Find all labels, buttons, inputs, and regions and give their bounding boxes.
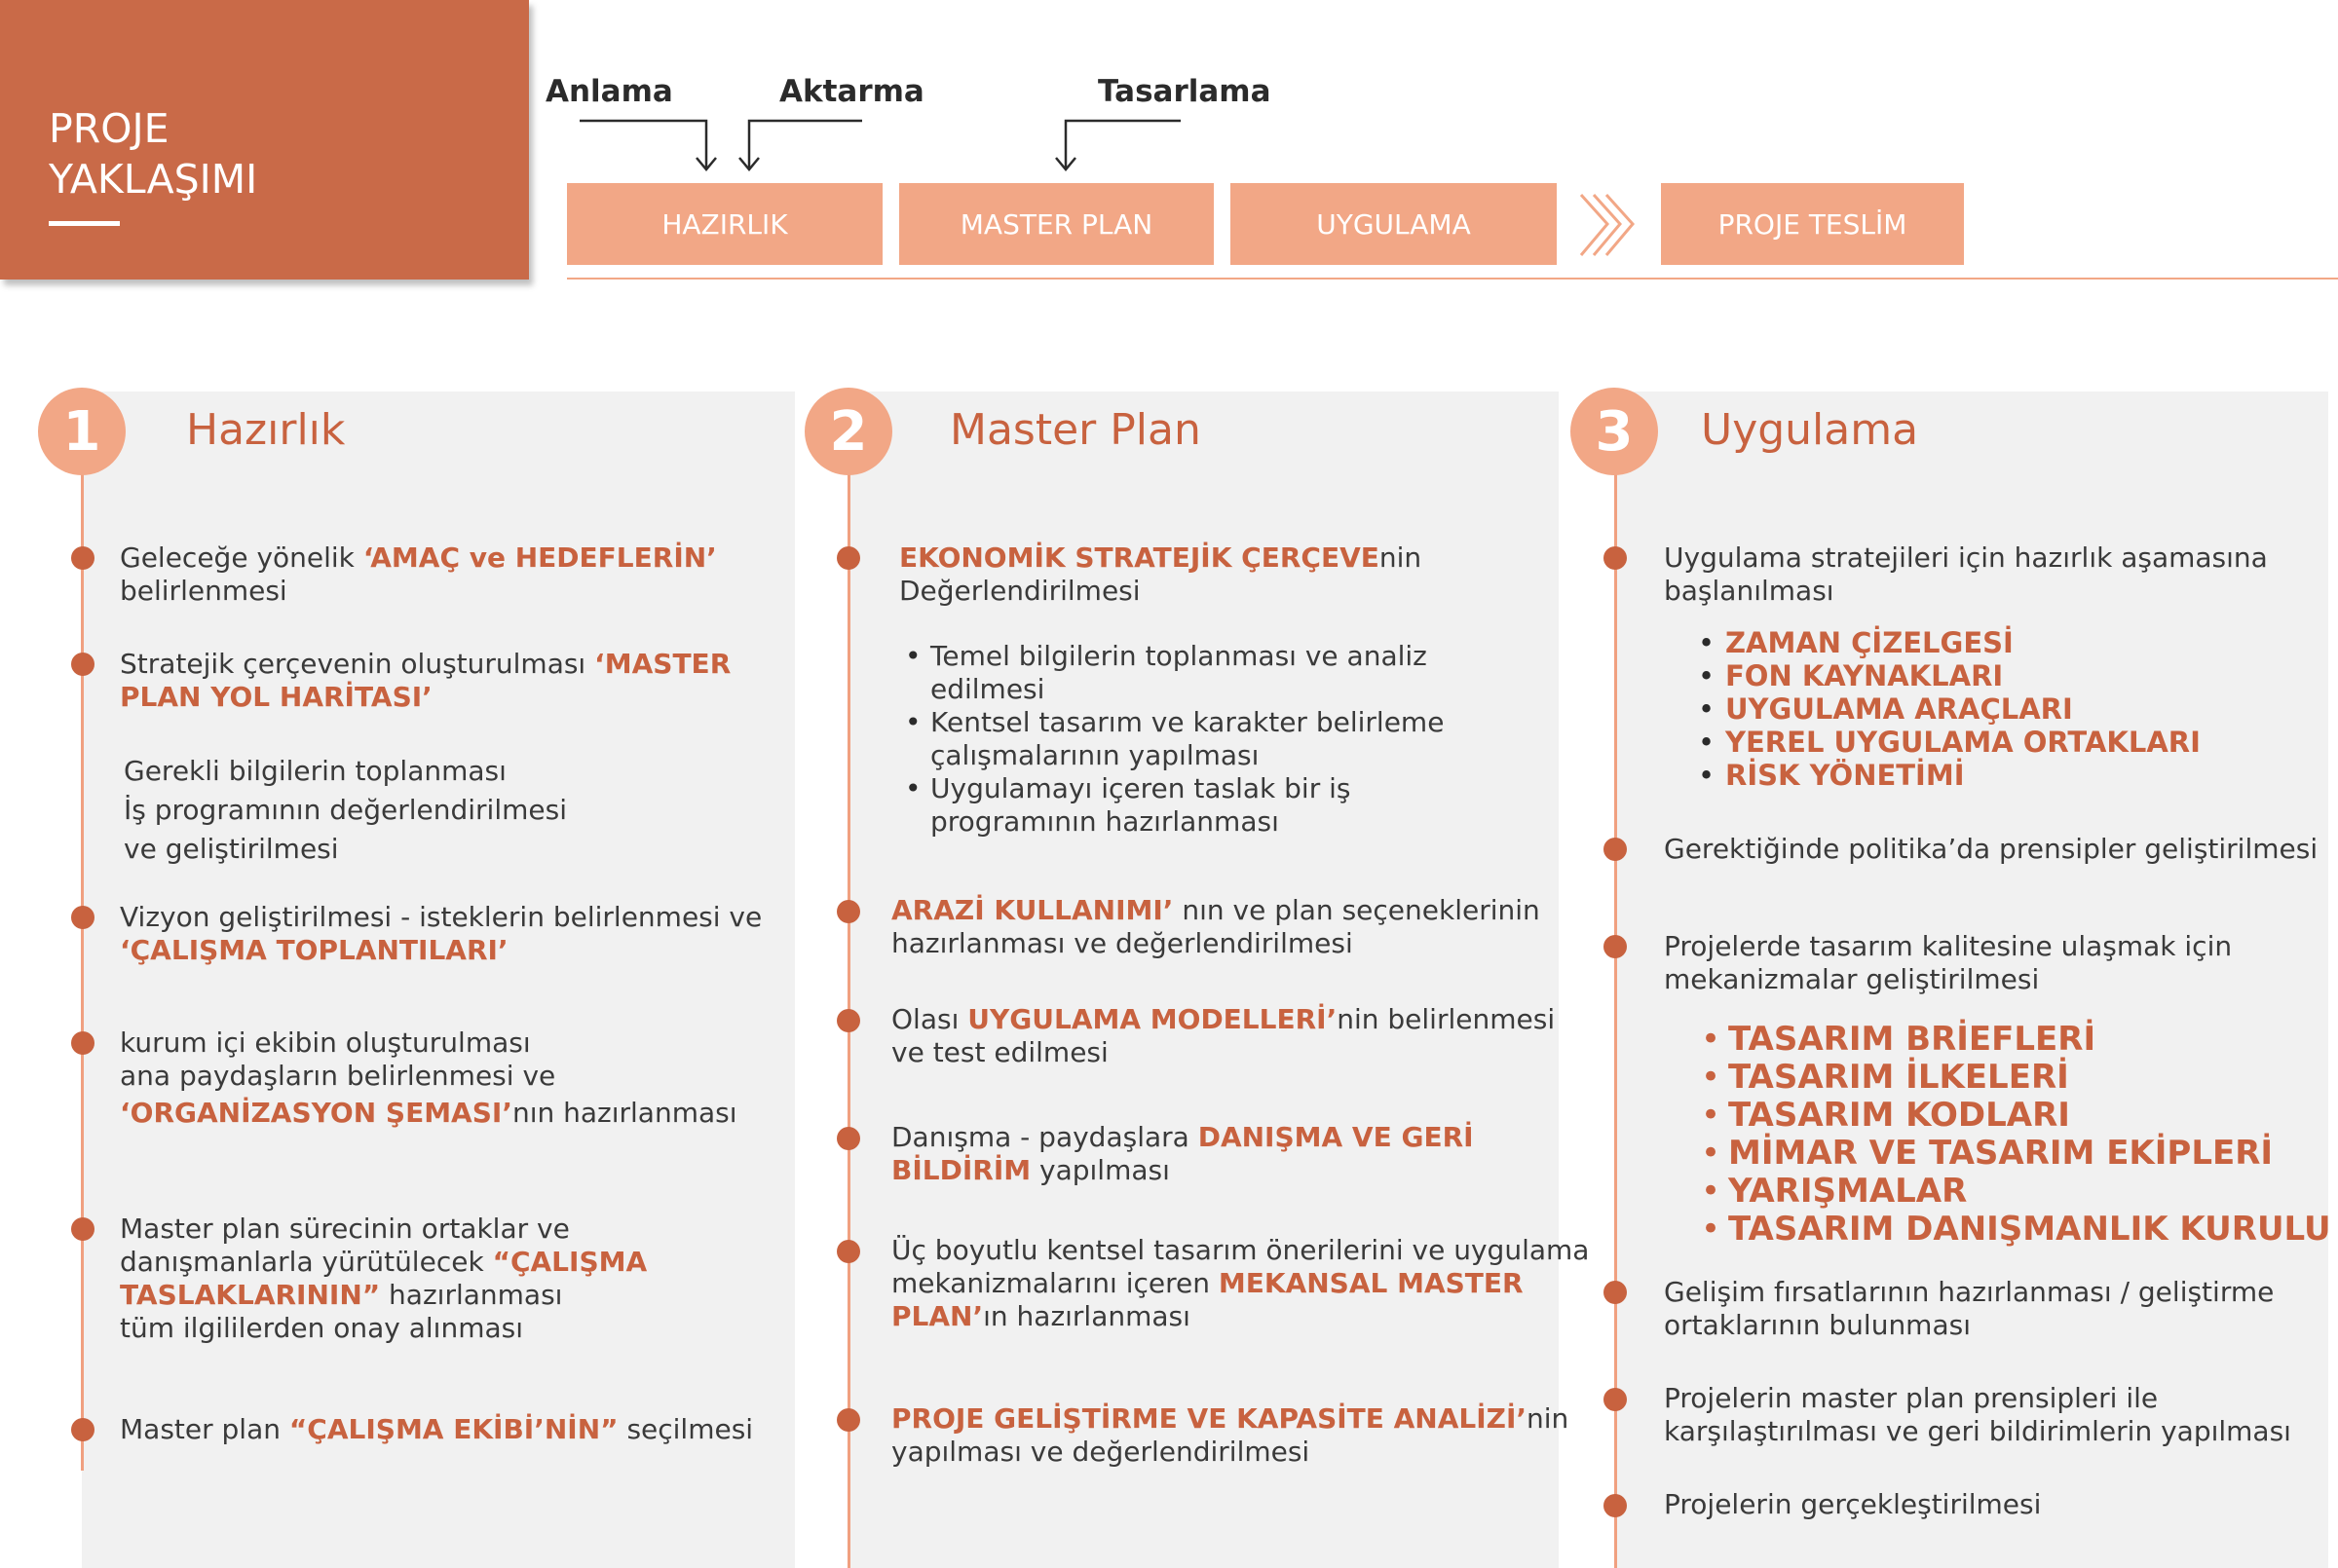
col1-item-7: Master plan “ÇALIŞMA EKİBİ’NİN” seçilmesi <box>120 1413 754 1445</box>
col2-item-2: • Temel bilgilerin toplanması ve analiz edilmesi • Kentsel tasarım ve karakter belirleme çalışmalarının yapılması • Uygulamayı içeren taslak bir iş programının hazırlanması <box>930 640 1444 839</box>
arrow-anlama <box>580 121 706 168</box>
title-line-1: PROJE <box>49 105 170 152</box>
step-number-3: 3 <box>1570 388 1658 475</box>
arrow-tasarlama <box>1066 121 1181 168</box>
col2-item-7: PROJE GELİŞTİRME VE KAPASİTE ANALİZİ’nin yapılması ve değerlendirilmesi <box>891 1402 1569 1468</box>
list-item: • TASARIM KODLARI <box>1728 1097 2331 1135</box>
bullet-dot <box>71 1031 94 1055</box>
list-item: • YARIŞMALAR <box>1728 1173 2331 1211</box>
col2-item-1: EKONOMİK STRATEJİK ÇERÇEVEnin Değerlendirilmesi <box>899 541 1422 607</box>
bullet-dot <box>1603 838 1627 861</box>
header-baseline <box>567 278 2338 280</box>
column-2-title: Master Plan <box>950 405 1201 455</box>
bullet-dot <box>71 906 94 929</box>
label-tasarlama: Tasarlama <box>1098 74 1271 109</box>
list-item: • TASARIM BRİEFLERİ <box>1728 1021 2331 1059</box>
bullet-dot <box>837 546 860 570</box>
column-2-timeline <box>848 429 850 1568</box>
step-number-2: 2 <box>805 388 892 475</box>
step-number-1: 1 <box>38 388 126 475</box>
col3-item-4: Projelerde tasarım kalitesine ulaşmak için mekanizmalar geliştirilmesi <box>1664 930 2233 995</box>
phase-proje-teslim: PROJE TESLİM <box>1661 183 1964 265</box>
col1-item-4: Vizyon geliştirilmesi - isteklerin belirlenmesi ve ‘ÇALIŞMA TOPLANTILARI’ <box>120 901 763 966</box>
label-anlama: Anlama <box>546 74 673 109</box>
col3-item-6: Gelişim fırsatlarının hazırlanması / geliştirme ortaklarının bulunması <box>1664 1276 2275 1341</box>
bullet-dot <box>71 1418 94 1441</box>
bullet-dot <box>837 900 860 923</box>
bullet-dot <box>1603 546 1627 570</box>
col2-item-6: Üç boyutlu kentsel tasarım önerilerini ve uygulama mekanizmalarını içeren MEKANSAL MASTER PLAN’ın hazırlanması <box>891 1234 1590 1332</box>
bullet-dot <box>837 1408 860 1432</box>
col1-item-3: Gerekli bilgilerin toplanması İş programının değerlendirilmesi ve geliştirilmesi <box>124 755 567 865</box>
bullet-dot <box>837 1240 860 1263</box>
title-line-2: YAKLAŞIMI <box>49 156 258 203</box>
bullet-dot <box>1603 1388 1627 1411</box>
col2-item-3: ARAZİ KULLANIMI’ nın ve plan seçeneklerinin hazırlanması ve değerlendirilmesi <box>891 894 1540 959</box>
column-1-timeline <box>81 429 84 1471</box>
list-item: • TASARIM DANIŞMANLIK KURULU <box>1728 1211 2331 1249</box>
bullet-dot <box>1603 1281 1627 1304</box>
list-item: • RİSK YÖNETİMİ <box>1725 759 2201 792</box>
list-item: • ZAMAN ÇİZELGESİ <box>1725 626 2201 659</box>
bullet-dot <box>837 1127 860 1150</box>
bullet-dot <box>837 1009 860 1032</box>
bullet-dot <box>71 653 94 676</box>
col3-item-7: Projelerin master plan prensipleri ile karşılaştırılması ve geri bildirimlerin yapılması <box>1664 1382 2291 1447</box>
col3-list-2 <box>1728 1021 2331 1249</box>
list-item: • FON KAYNAKLARI <box>1725 659 2201 692</box>
column-1-title: Hazırlık <box>186 405 346 455</box>
col1-item-5: kurum içi ekibin oluşturulması ana paydaşların belirlenmesi ve ‘ORGANİZASYON ŞEMASI’nın hazırlanması <box>120 1027 737 1129</box>
col3-item-8: Projelerin gerçekleştirilmesi <box>1664 1488 2042 1520</box>
list-item: • TASARIM İLKELERİ <box>1728 1059 2331 1097</box>
col1-item-6: Master plan sürecinin ortaklar ve danışmanlarla yürütülecek “ÇALIŞMA TASLAKLARININ” hazırlanması tüm ilgililerden onay alınması <box>120 1213 648 1344</box>
col2-item-5: Danışma - paydaşlara DANIŞMA VE GERİ BİLDİRİM yapılması <box>891 1121 1474 1186</box>
col3-list-1 <box>1725 626 2201 792</box>
column-3-title: Uygulama <box>1701 405 1919 455</box>
list-item: • UYGULAMA ARAÇLARI <box>1725 692 2201 726</box>
col2-item-4: Olası UYGULAMA MODELLERİ’nin belirlenmesi ve test edilmesi <box>891 1003 1556 1068</box>
arrow-aktarma <box>749 121 862 168</box>
chevron-icon <box>1581 195 1633 255</box>
list-item: • MİMAR VE TASARIM EKİPLERİ <box>1728 1135 2331 1173</box>
phase-master-plan: MASTER PLAN <box>899 183 1214 265</box>
bullet-dot <box>71 1217 94 1241</box>
phase-uygulama: UYGULAMA <box>1230 183 1557 265</box>
bullet-dot <box>1603 935 1627 958</box>
list-item: • YEREL UYGULAMA ORTAKLARI <box>1725 726 2201 759</box>
bullet-dot <box>71 546 94 570</box>
phase-hazirlik: HAZIRLIK <box>567 183 883 265</box>
col3-item-3: Gerektiğinde politika’da prensipler geliştirilmesi <box>1664 833 2319 865</box>
col3-item-1: Uygulama stratejileri için hazırlık aşamasına başlanılması <box>1664 541 2268 607</box>
bullet-dot <box>1603 1494 1627 1517</box>
col1-item-2: Stratejik çerçevenin oluşturulması ‘MASTER PLAN YOL HARİTASI’ <box>120 648 732 713</box>
col1-item-1: Geleceğe yönelik ‘AMAÇ ve HEDEFLERİN’ belirlenmesi <box>120 541 717 607</box>
label-aktarma: Aktarma <box>779 74 924 109</box>
